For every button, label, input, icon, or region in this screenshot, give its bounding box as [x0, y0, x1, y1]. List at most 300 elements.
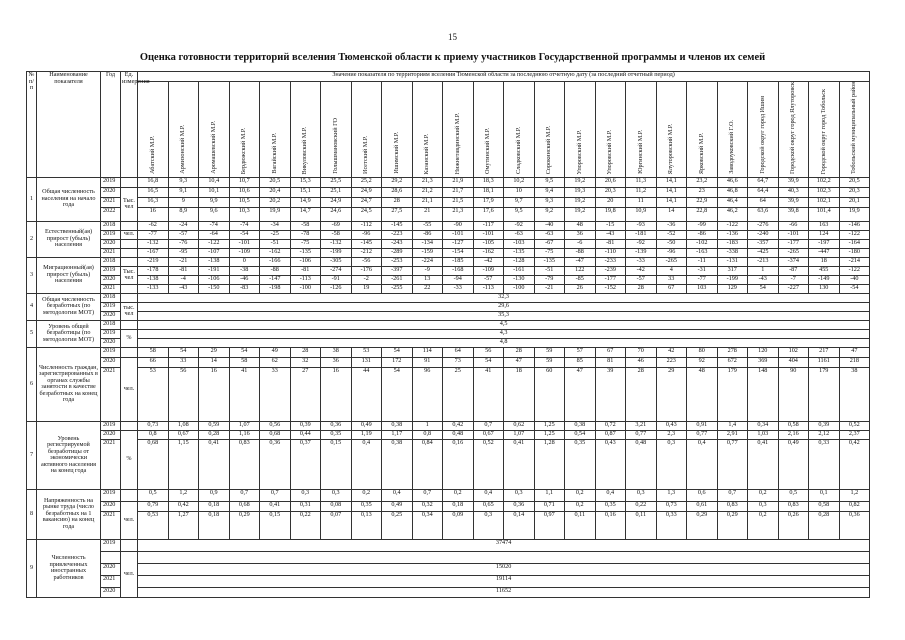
value-cell: 58 [229, 357, 260, 367]
value-cell: -100 [290, 284, 321, 293]
value-cell: 0,3 [504, 489, 535, 501]
value-cell: 0,49 [382, 501, 413, 511]
year-cell: 2020 [101, 311, 121, 320]
value-cell: 0,5 [138, 489, 169, 501]
value-cell: 67 [595, 347, 626, 357]
value-cell: 0,97 [534, 511, 565, 539]
value-cell: -101 [473, 230, 504, 239]
value-cell: 0,91 [687, 421, 718, 430]
unit-cell [121, 221, 138, 230]
value-cell: -145 [351, 239, 382, 248]
indicator-num: 1 [27, 177, 37, 221]
value-cell: 49 [260, 347, 291, 357]
year-cell: 2019 [101, 302, 121, 311]
territory-name: Голышмановский ГО [331, 118, 339, 174]
value-cell: -46 [229, 275, 260, 284]
value-cell: -40 [534, 221, 565, 230]
value-cell: 9,5 [534, 177, 565, 187]
indicator-row [27, 421, 870, 430]
unit-cell [121, 284, 138, 293]
value-cell: 38 [839, 367, 870, 421]
value-cell: 278 [717, 347, 748, 357]
territory-header [839, 82, 870, 178]
value-cell: 172 [382, 357, 413, 367]
value-cell: 124 [809, 230, 840, 239]
value-cell: 33 [656, 275, 687, 284]
value-cell: 40,3 [778, 187, 809, 197]
value-cell: 0,43 [595, 439, 626, 489]
value-cell: 130 [809, 284, 840, 293]
indicator-row [27, 430, 870, 439]
value-cell: 20,1 [839, 197, 870, 207]
indicator-row [27, 587, 870, 597]
value-cell: -43 [168, 284, 199, 293]
value-cell: 0,08 [321, 501, 352, 511]
value-cell: -77 [138, 230, 169, 239]
value-cell: 59 [534, 357, 565, 367]
value-cell: -338 [717, 248, 748, 257]
value-cell: 48 [565, 221, 596, 230]
value-cell: 0,8 [138, 430, 169, 439]
value-cell: -58 [290, 221, 321, 230]
value-cell: 11,3 [626, 177, 657, 187]
value-cell: -103 [504, 239, 535, 248]
value-cell: 20,5 [260, 177, 291, 187]
value-cell: 0,34 [412, 511, 443, 539]
value-cell: 92 [687, 357, 718, 367]
value-cell: -66 [778, 221, 809, 230]
value-cell: 47 [504, 357, 535, 367]
value-cell: -25 [260, 230, 291, 239]
value-cell: 0,42 [839, 439, 870, 489]
territory-name: Казанский М.Р. [423, 133, 430, 174]
territory-header [534, 82, 565, 178]
value-cell: 28,6 [382, 187, 413, 197]
value-cell: 0,48 [443, 430, 474, 439]
territory-header [382, 82, 413, 178]
value-cell: -127 [443, 239, 474, 248]
value-cell: -199 [321, 248, 352, 257]
value-cell: 0,8 [412, 430, 443, 439]
value-cell: 0,42 [443, 421, 474, 430]
value-cell: 64 [443, 347, 474, 357]
value-cell: -128 [504, 257, 535, 266]
value-cell: -91 [321, 275, 352, 284]
value-cell: -42 [473, 257, 504, 266]
value-cell: 62 [260, 357, 291, 367]
value-cell: 1,03 [748, 430, 779, 439]
value-cell: 0,2 [748, 489, 779, 501]
indicator-num: 6 [27, 347, 37, 421]
value-cell: -265 [656, 257, 687, 266]
value-cell: 63,6 [748, 207, 779, 221]
page-number: 15 [448, 32, 457, 42]
value-cell: 0,9 [199, 489, 230, 501]
value-cell: 0,18 [199, 511, 230, 539]
value-cell: 0,3 [290, 489, 321, 501]
value-cell: 36 [321, 357, 352, 367]
indicator-num: 5 [27, 320, 37, 347]
value-cell: -69 [321, 221, 352, 230]
value-cell: 0,35 [351, 501, 382, 511]
value-cell: 0,62 [504, 421, 535, 430]
value-cell: 0,84 [412, 439, 443, 489]
unit-cell [121, 320, 138, 329]
value-cell: 64,7 [748, 177, 779, 187]
value-cell: -161 [504, 266, 535, 275]
value-cell: 0,49 [778, 439, 809, 489]
value-cell: 179 [717, 367, 748, 421]
value-cell: -86 [687, 230, 718, 239]
value-cell: 0,4 [351, 439, 382, 489]
value-cell: 85 [565, 357, 596, 367]
value-cell: -132 [321, 239, 352, 248]
value-cell: 163 [809, 221, 840, 230]
value-cell: 67 [656, 284, 687, 293]
value-cell: 223 [656, 357, 687, 367]
value-cell: -92 [504, 221, 535, 230]
value-cell: 27 [290, 367, 321, 421]
value-cell: 0,36 [260, 439, 291, 489]
value-cell: 0,1 [809, 489, 840, 501]
value-cell: 59 [534, 347, 565, 357]
value-cell: 25,5 [321, 177, 352, 187]
readiness-table [26, 71, 870, 598]
value-cell: 369 [748, 357, 779, 367]
value-cell: 0,3 [656, 439, 687, 489]
value-cell: 218 [839, 357, 870, 367]
value-cell: -55 [412, 221, 443, 230]
value-cell: 9,7 [504, 197, 535, 207]
value-cell: 54 [382, 367, 413, 421]
value-cell: 18,1 [473, 187, 504, 197]
value-cell: 1,15 [168, 439, 199, 489]
year-cell: 2021 [101, 367, 121, 421]
year-cell: 2021 [101, 284, 121, 293]
value-cell: 102,1 [809, 197, 840, 207]
territory-name: Юргинский М.Р. [636, 130, 644, 174]
unit-cell [121, 489, 138, 501]
value-cell: -99 [687, 221, 718, 230]
value-cell: 13 [412, 275, 443, 284]
value-cell: 0,18 [443, 501, 474, 511]
value-cell: 0,14 [504, 511, 535, 539]
value-cell: -265 [778, 248, 809, 257]
value-cell: 14,1 [656, 197, 687, 207]
value-cell: -212 [351, 248, 382, 257]
unit-cell [121, 177, 138, 187]
value-cell: -191 [199, 266, 230, 275]
value-cell: 0,68 [138, 439, 169, 489]
value-cell: 14,9 [290, 197, 321, 207]
unit-cell: чел. [121, 551, 138, 597]
value-cell: -138 [199, 257, 230, 266]
document-title: Оценка готовности территорий вселения Тюменской области к приему участников Государственной программы и членов их семей [139, 52, 766, 63]
territory-name: Упоровский М.Р. [575, 129, 583, 174]
value-cell: 24,5 [351, 207, 382, 221]
value-cell: 60 [534, 367, 565, 421]
value-cell: 10,9 [626, 207, 657, 221]
value-cell: 120 [748, 347, 779, 357]
value-cell: 0,38 [382, 421, 413, 430]
value-cell: -51 [534, 266, 565, 275]
value-cell: 16,8 [138, 177, 169, 187]
value-cell: -88 [565, 248, 596, 257]
value-cell: -276 [748, 221, 779, 230]
header-num: № п/п [27, 72, 37, 178]
value-cell: 20,4 [260, 187, 291, 197]
value-cell: 1,17 [382, 430, 413, 439]
value-cell: 14,7 [290, 207, 321, 221]
indicator-name: Численность граждан, зарегистрированных в органах службы занятости в качестве безработных на конец года [37, 347, 101, 421]
indicator-num: 8 [27, 489, 37, 539]
value-cell: 0,2 [565, 501, 596, 511]
year-cell: 2020 [101, 501, 121, 511]
value-cell: -74 [199, 221, 230, 230]
value-cell: -51 [260, 239, 291, 248]
value-cell: -79 [534, 275, 565, 284]
value-cell: -101 [443, 230, 474, 239]
value-cell: 0,29 [687, 511, 718, 539]
value-cell: 23,2 [687, 177, 718, 187]
value-cell: 0,26 [778, 511, 809, 539]
value-cell: -136 [717, 230, 748, 239]
value-cell: -176 [351, 266, 382, 275]
value-cell: 26 [565, 284, 596, 293]
value-cell: -166 [260, 257, 291, 266]
value-cell: -11 [687, 257, 718, 266]
value-cell: 10,7 [229, 177, 260, 187]
value-cell: 46,4 [717, 197, 748, 207]
value-cell: 39 [595, 367, 626, 421]
value-cell: 14 [199, 357, 230, 367]
value-cell: -198 [260, 284, 291, 293]
value-cell: -86 [412, 230, 443, 239]
value-cell: 0,83 [717, 501, 748, 511]
value-cell: 0,13 [351, 511, 382, 539]
year-cell: 2020 [101, 563, 121, 575]
value-cell: -224 [412, 257, 443, 266]
value-cell: 2,12 [809, 430, 840, 439]
value-cell: 1,08 [168, 421, 199, 430]
value-cell: -425 [748, 248, 779, 257]
unit-cell: чел. [121, 357, 138, 421]
year-cell: 2018 [101, 221, 121, 230]
value-cell: -96 [656, 248, 687, 257]
value-cell: 0,58 [778, 421, 809, 430]
value-cell: 29,2 [382, 177, 413, 187]
territory-header [138, 82, 169, 178]
unit-cell [121, 347, 138, 357]
value-cell: -42 [626, 266, 657, 275]
indicator-row [27, 311, 870, 320]
value-cell: -81 [290, 266, 321, 275]
territory-header [626, 82, 657, 178]
value-cell: 0,54 [565, 430, 596, 439]
value-cell: 0,73 [656, 501, 687, 511]
value-cell: 20,3 [595, 187, 626, 197]
value-cell: 0,16 [443, 439, 474, 489]
value-cell: 47 [565, 367, 596, 421]
value-cell: -15 [595, 221, 626, 230]
value-cell: 54 [229, 347, 260, 357]
value-cell: -126 [321, 284, 352, 293]
territory-header [595, 82, 626, 178]
value-cell: 0,41 [199, 439, 230, 489]
value-cell: 217 [809, 347, 840, 357]
territory-name: Городской округ город Ялуторовск [789, 82, 796, 174]
value-cell: -397 [382, 266, 413, 275]
header-values: Значение показателя по территориям вселения Тюменской области за последнюю отчетную дату (за последний отчетный период) [138, 72, 870, 82]
value-cell: 0,4 [595, 489, 626, 501]
value-cell: 41 [229, 367, 260, 421]
value-cell: -58 [321, 230, 352, 239]
territory-name: Вагайский М.Р. [270, 133, 278, 174]
value-cell: 0,4 [382, 489, 413, 501]
value-cell: 20,3 [839, 187, 870, 197]
value-cell: 0,35 [565, 439, 596, 489]
header-year: Год [101, 72, 121, 178]
indicator-num: 3 [27, 257, 37, 293]
territory-header [351, 82, 382, 178]
value-cell: 1161 [809, 357, 840, 367]
territory-name: Городской округ город Тобольск [819, 88, 827, 174]
value-cell: -34 [260, 221, 291, 230]
value-cell: 56 [168, 367, 199, 421]
value-cell: 131 [351, 357, 382, 367]
value-cell: -4 [168, 275, 199, 284]
value-cell: -197 [809, 239, 840, 248]
indicator-name: Уровень общей безработицы (по методологии МОТ) [37, 320, 101, 347]
value-cell: -183 [717, 239, 748, 248]
value-cell: -167 [138, 248, 169, 257]
value-cell: 18 [504, 367, 535, 421]
value-cell: 17,6 [473, 207, 504, 221]
value-cell: 0,15 [260, 511, 291, 539]
territory-name: Тобольский муниципальный район [850, 81, 858, 174]
territory-header [778, 82, 809, 178]
indicator-row [27, 551, 870, 563]
value-cell: -63 [534, 230, 565, 239]
value-cell: -113 [290, 275, 321, 284]
value-cell: -213 [748, 257, 779, 266]
value-cell: 48 [687, 367, 718, 421]
value-cell: -64 [199, 230, 230, 239]
value-cell: 0,48 [626, 439, 657, 489]
value-cell: 21,5 [443, 197, 474, 207]
value-cell: 0,33 [656, 511, 687, 539]
value-cell: -57 [626, 275, 657, 284]
value-cell: 0,41 [260, 501, 291, 511]
value-cell: -31 [687, 266, 718, 275]
unit-cell: чел. [121, 230, 138, 239]
unit-cell: % [121, 329, 138, 347]
value-cell: -93 [626, 221, 657, 230]
value-cell: -149 [809, 275, 840, 284]
indicator-row [27, 197, 870, 207]
value-cell: 0,73 [138, 421, 169, 430]
value-cell: 102,2 [809, 177, 840, 187]
value-cell: -100 [504, 284, 535, 293]
value-cell: 42 [656, 347, 687, 357]
territory-header [290, 82, 321, 178]
value-cell: 1,3 [656, 489, 687, 501]
value-cell: 0,2 [351, 489, 382, 501]
indicator-row [27, 187, 870, 197]
year-cell: 2019 [101, 329, 121, 338]
value-cell: 19,9 [260, 207, 291, 221]
indicator-num: 9 [27, 539, 37, 597]
value-cell: 39,9 [778, 177, 809, 187]
value-cell: 0,29 [229, 511, 260, 539]
value-cell: 80 [687, 347, 718, 357]
indicator-name: Миграционный(ая) прирост (убыль) населения [37, 257, 101, 293]
value-cell: 0,32 [412, 501, 443, 511]
value-cell: 0,52 [473, 439, 504, 489]
value-cell: 0,77 [717, 439, 748, 489]
value-cell: 2,91 [717, 430, 748, 439]
value-cell: 32 [290, 357, 321, 367]
value-cell: -105 [473, 239, 504, 248]
value-cell: 0,31 [290, 501, 321, 511]
value-cell: 1,2 [839, 489, 870, 501]
value-cell: 0,44 [290, 430, 321, 439]
territory-name: Заводоуковский Г.О. [728, 120, 735, 174]
year-cell: 2019 [101, 230, 121, 239]
territory-name: Сорокинский М.Р. [545, 125, 552, 174]
value-cell: -185 [443, 257, 474, 266]
value-cell: 16 [199, 367, 230, 421]
value-cell: 0,61 [687, 501, 718, 511]
value-cell: 0,36 [839, 511, 870, 539]
value-cell: 15,1 [290, 187, 321, 197]
value-cell: -24 [168, 221, 199, 230]
indicator-name: Естественный(ая) прирост (убыль) населения [37, 221, 101, 257]
value-cell: 10 [504, 187, 535, 197]
header-name: Наименование показателя [37, 72, 101, 178]
value-cell: -255 [382, 284, 413, 293]
value-cell: -57 [168, 230, 199, 239]
indicator-row [27, 338, 870, 347]
value-cell: 0,43 [656, 421, 687, 430]
value-cell: -163 [687, 248, 718, 257]
value-cell: 0,34 [748, 421, 779, 430]
territory-name: Бердюжский М.Р. [240, 127, 247, 174]
value-cell: -75 [534, 248, 565, 257]
value-cell: 54 [382, 347, 413, 357]
value-cell: -131 [717, 257, 748, 266]
value-cell: 9 [168, 197, 199, 207]
value-cell: -199 [717, 275, 748, 284]
value-cell: -52 [656, 230, 687, 239]
territory-header [260, 82, 291, 178]
value-cell: -33 [626, 257, 657, 266]
unit-cell [121, 293, 138, 302]
value-cell: 102 [778, 347, 809, 357]
merged-value-cell [138, 551, 870, 563]
value-cell: 0,15 [321, 439, 352, 489]
value-cell: 0,11 [565, 511, 596, 539]
value-cell: -109 [473, 266, 504, 275]
indicator-row [27, 177, 870, 187]
value-cell: -43 [595, 230, 626, 239]
value-cell: -33 [443, 284, 474, 293]
value-cell: -132 [138, 239, 169, 248]
value-cell: -122 [717, 221, 748, 230]
value-cell: 0,82 [839, 501, 870, 511]
territory-header [656, 82, 687, 178]
value-cell: 19,3 [565, 187, 596, 197]
